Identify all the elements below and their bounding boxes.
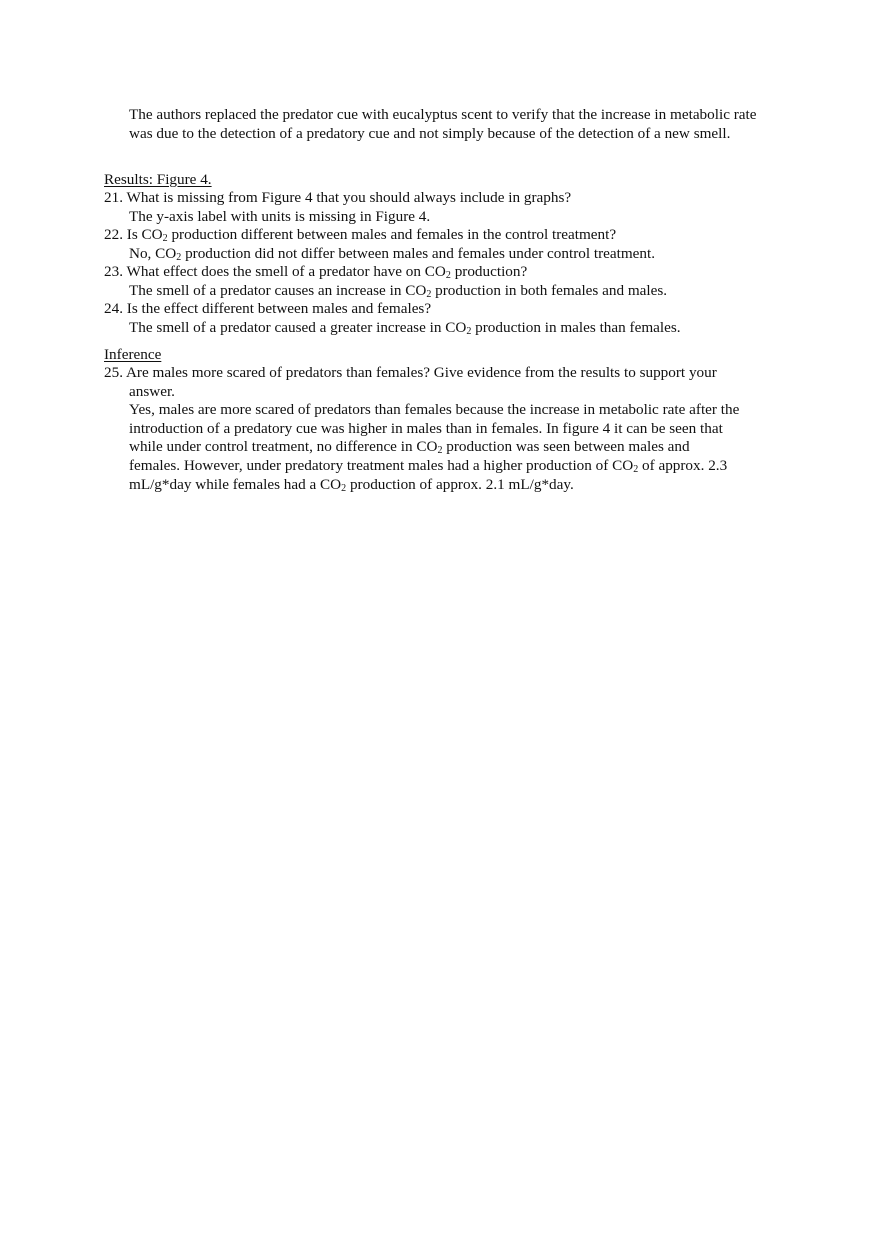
question-24-text: 24. Is the effect different between males and females?	[104, 300, 432, 317]
question-25	[104, 364, 744, 494]
answer-24-text: The smell of a predator caused a greater increase in $CO_2$ production in males than females.	[129, 318, 681, 337]
question-22-text: 22. Is $CO_2$ production different between males and females in the control treatment?	[104, 226, 617, 244]
answer-22-text: No, $CO_2$ production did not differ between males and females under control treatment.	[129, 244, 656, 263]
answer-21-text: The y-axis label with units is missing in Figure 4.	[129, 207, 431, 225]
question-25-text: 25. Are males more scared of predators than females? Give evidence from the results to support your answer.	[104, 364, 717, 400]
results-heading: Results: Figure 4.	[104, 171, 212, 188]
co2-subscript: 2	[466, 325, 472, 337]
co2-subscript: 2	[176, 251, 182, 263]
question-24	[104, 300, 744, 337]
co2-subscript: 2	[341, 482, 347, 494]
intro-paragraph: The authors replaced the predator cue with eucalyptus scent to verify that the increase in metabolic rate was due to the detection of a predatory cue and not simply because of the detection of a new smell.	[129, 106, 757, 142]
co2-subscript: 2	[445, 270, 451, 281]
co2-subscript: 2	[633, 463, 639, 475]
question-23-text: 23. What effect does the smell of a predator have on $CO_2$ production?	[104, 263, 528, 281]
question-21	[104, 189, 744, 226]
inference-heading: Inference	[104, 346, 162, 363]
answer-23-text: The smell of a predator causes an increase in $CO_2$ production in both females and males.	[129, 281, 668, 300]
co2-subscript: 2	[426, 288, 432, 300]
co2-subscript: 2	[437, 445, 443, 457]
co2-subscript: 2	[162, 233, 168, 244]
answer-25-text: Yes, males are more scared of predators than females because the increase in metabolic rate after the introduction of a predatory cue was higher in males than in females. In figure 4 it can be seen that while under control treatment, no difference in $CO_2$ production was seen between males and females. However, under predatory treatment males had a higher production of $CO_2$ of approx. 2.3 mL/g*day while females had a $CO_2$ production of approx. 2.1 mL/g*day.	[129, 401, 740, 494]
question-21-text: 21. What is missing from Figure 4 that you should always include in graphs?	[104, 189, 572, 206]
question-23	[104, 263, 744, 300]
question-22	[104, 226, 744, 263]
